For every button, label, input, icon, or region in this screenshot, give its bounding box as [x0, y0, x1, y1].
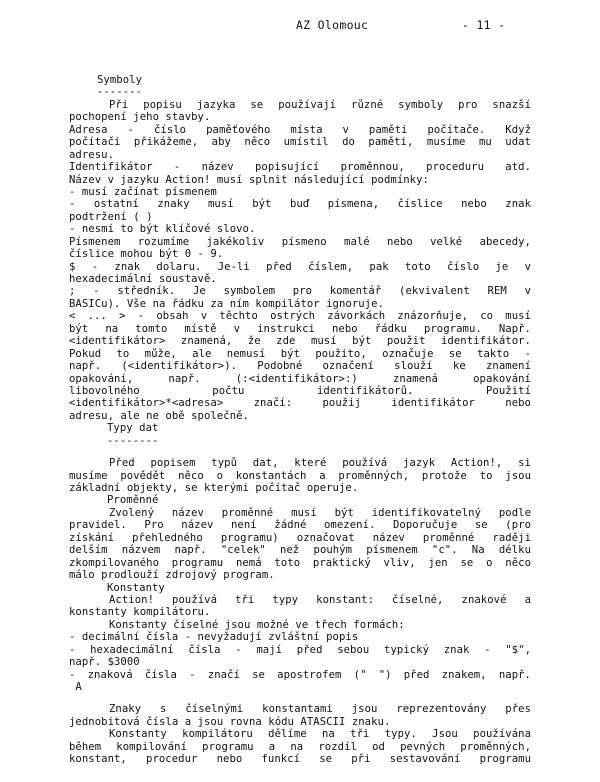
text-line: počítači přikážeme, aby něco umístil do paměti, musíme mu udat: [69, 136, 531, 149]
text-line: < ... > - obsah v těchto ostrých závorkách znázorňuje, co musí: [69, 310, 531, 323]
text-line: Konstanty kompilátoru dělíme na tři typy. Jsou používána: [109, 728, 531, 741]
text-line: <identifikátor> znamená, že zde musí být použit identifikátor.: [69, 335, 531, 348]
text-line: musíme povědět něco o konstantách a proměnných, protože to jsou: [69, 469, 531, 482]
text-line: jednobitová čísla a jsou rovna kódu ATASCII znaku.: [69, 715, 391, 728]
text-line: - znaková čísla - značí se apostrofem (" ") před znakem, např.: [69, 668, 531, 681]
text-line: adresu, ale ne obě společně.: [69, 409, 249, 422]
text-line: Zvolený název proměnné musí být identifikovatelný podle: [109, 506, 531, 519]
text-line: konstant, procedur nebo funkcí se při sestavování programu: [69, 753, 531, 766]
page-number: - 11 -: [462, 18, 506, 32]
text-line: Identifikátor - název popisující proměnnou, proceduru atd.: [69, 161, 531, 174]
text-line: Typy dat: [107, 422, 159, 435]
text-line: Pokud to může, ale nemusí být použito, označuje se takto -: [69, 347, 531, 360]
text-line: Název v jazyku Action! musí splnit následující podmínky:: [69, 173, 429, 186]
text-line: podtržení ( ): [69, 210, 153, 223]
text-line: Adresa - číslo paměťového místa v paměti počítače. Když: [69, 123, 531, 136]
text-line: Symboly: [97, 74, 142, 86]
text-line: Znaky s číselnými konstantami jsou reprezentovány přes: [109, 703, 531, 716]
text-line: např. $3000: [69, 656, 140, 669]
text-line: během kompilování programu a na rozdíl od pevných proměnných,: [69, 740, 531, 753]
document-body: [69, 74, 531, 766]
text-line: málo prodlouží zdrojový program.: [69, 569, 275, 582]
text-line: získání přehledného programu) označovat název proměnné raději: [69, 531, 531, 544]
text-line: konstanty kompilátoru.: [69, 606, 211, 619]
text-line: - decimální čísla - nevyžadují zvláštní popis: [69, 631, 359, 644]
text-line: <identifikátor>*<adresa> značí: použij identifikátor nebo: [69, 397, 531, 410]
text-line: pochopení jeho stavby.: [69, 111, 211, 124]
blank-line: [69, 693, 531, 703]
text-line: Konstanty: [107, 581, 165, 594]
text-line: ; - středník. Je symbolem pro komentář (ekvivalent REM v: [69, 285, 531, 298]
text-line: A: [69, 681, 82, 693]
text-line: - nesmí to být klíčové slovo.: [69, 223, 256, 236]
text-line: --------: [107, 434, 159, 447]
text-line: $ - znak dolaru. Je-li před číslem, pak toto číslo je v: [69, 260, 531, 273]
text-line: být na tomto místě v instrukci nebo řádku programu. Např.: [69, 322, 531, 335]
text-line: - ostatní znaky musí být buď písmena, číslice nebo znak: [69, 198, 531, 211]
text-line: zkompilovaného programu nemá toto praktický vliv, jen se o něco: [69, 556, 531, 569]
text-line: Při popisu jazyka se používají různé symboly pro snazší: [109, 98, 531, 111]
text-line: Před popisem typů dat, které používá jazyk Action!, si: [109, 457, 531, 470]
text-line: základní objekty, se kterými počítač operuje.: [69, 482, 359, 494]
blank-line: [69, 447, 531, 457]
text-line: číslice mohou být 0 - 9.: [69, 248, 224, 261]
text-line: hexadecimální soustavě.: [69, 273, 217, 285]
text-line: pravidel. Pro název není žádné omezení. Doporučuje se (pro: [69, 519, 531, 532]
text-line: BASICu). Vše na řádku za ním kompilátor ignoruje.: [69, 297, 384, 310]
text-line: např. (<identifikátor>). Podobné označení slouží ke znamení: [69, 360, 531, 373]
text-line: Konstanty číselné jsou možné ve třech formách:: [109, 618, 405, 631]
text-line: libovolného počtu identifikátorů. Použití: [69, 384, 531, 397]
text-line: - musí začínat písmenem: [69, 185, 217, 198]
text-line: Proměnné: [107, 494, 159, 507]
text-line: opakování, např. (:<identifikátor>:) znamená opakování: [69, 372, 531, 385]
text-line: - hexadecimální čísla - mají před sebou typický znak - "$",: [69, 643, 531, 656]
text-line: Písmenem rozumíme jakékoliv písmeno malé nebo velké abecedy,: [69, 235, 531, 248]
text-line: adresu.: [69, 148, 114, 161]
text-line: Action! používá tři typy konstant: číselné, znakové a: [109, 593, 531, 606]
running-header-title: AZ Olomouc: [296, 18, 369, 32]
text-line: -------: [97, 86, 142, 99]
text-line: delším názvem např. "celek" než pouhým písmenem "c". Na délku: [69, 544, 531, 557]
